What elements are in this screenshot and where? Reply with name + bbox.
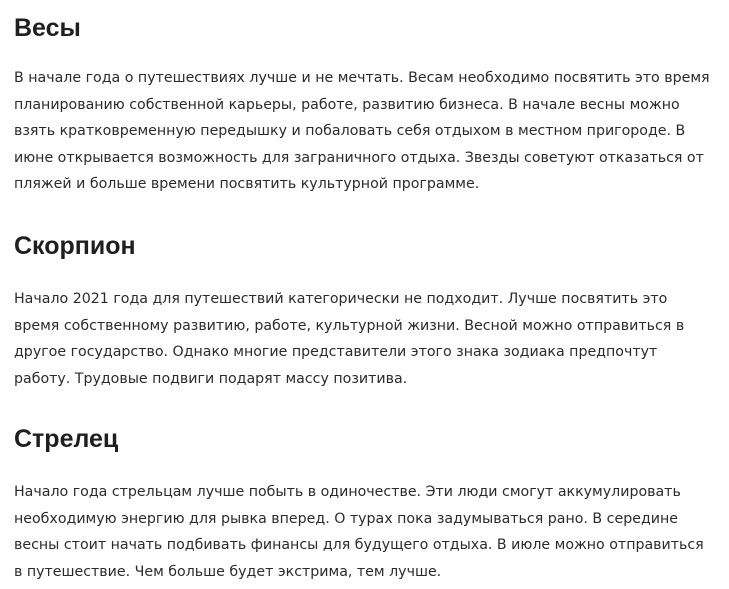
paragraph-line: весны стоит начать подбивать финансы для будущего отдыха. В июле можно отправиться bbox=[14, 537, 704, 553]
paragraph-line: работу. Трудовые подвиги подарят массу позитива. bbox=[14, 370, 408, 387]
section-heading-vesy: Весы bbox=[14, 14, 81, 42]
paragraph-line: Начало 2021 года для путешествий категорически не подходит. Лучше посвятить это bbox=[14, 291, 668, 307]
paragraph-line: время собственному развитию, работе, культурной жизни. Весной можно отправиться в bbox=[14, 317, 685, 334]
section-paragraph-skorpion bbox=[14, 286, 714, 392]
paragraph-line: В начале года о путешествиях лучше и не мечтать. Весам необходимо посвятить это время bbox=[14, 70, 710, 86]
paragraph-line: другое государство. Однако многие представители этого знака зодиака предпочтут bbox=[14, 344, 658, 360]
paragraph-line: в путешествие. Чем больше будет экстрима, тем лучше. bbox=[14, 563, 442, 580]
paragraph-line: планированию собственной карьеры, работе, развитию бизнеса. В начале весны можно bbox=[14, 96, 680, 113]
paragraph-line: пляжей и больше времени посвятить культурной программе. bbox=[14, 176, 480, 192]
paragraph-line: Начало года стрельцам лучше побыть в одиночестве. Эти люди смогут аккумулировать bbox=[14, 484, 681, 500]
paragraph-line: июне открывается возможность для заграничного отдыха. Звезды советуют отказаться от bbox=[14, 149, 704, 166]
section-paragraph-vesy bbox=[14, 65, 714, 198]
paragraph-line: взять кратковременную передышку и побаловать себя отдыхом в местном пригороде. В bbox=[14, 123, 686, 139]
section-paragraph-strelets bbox=[14, 479, 714, 585]
section-heading-strelets: Стрелец bbox=[14, 425, 119, 453]
paragraph-line: необходимую энергию для рывка вперед. О турах пока задумываться рано. В середине bbox=[14, 510, 678, 527]
section-heading-skorpion: Скорпион bbox=[14, 232, 136, 260]
